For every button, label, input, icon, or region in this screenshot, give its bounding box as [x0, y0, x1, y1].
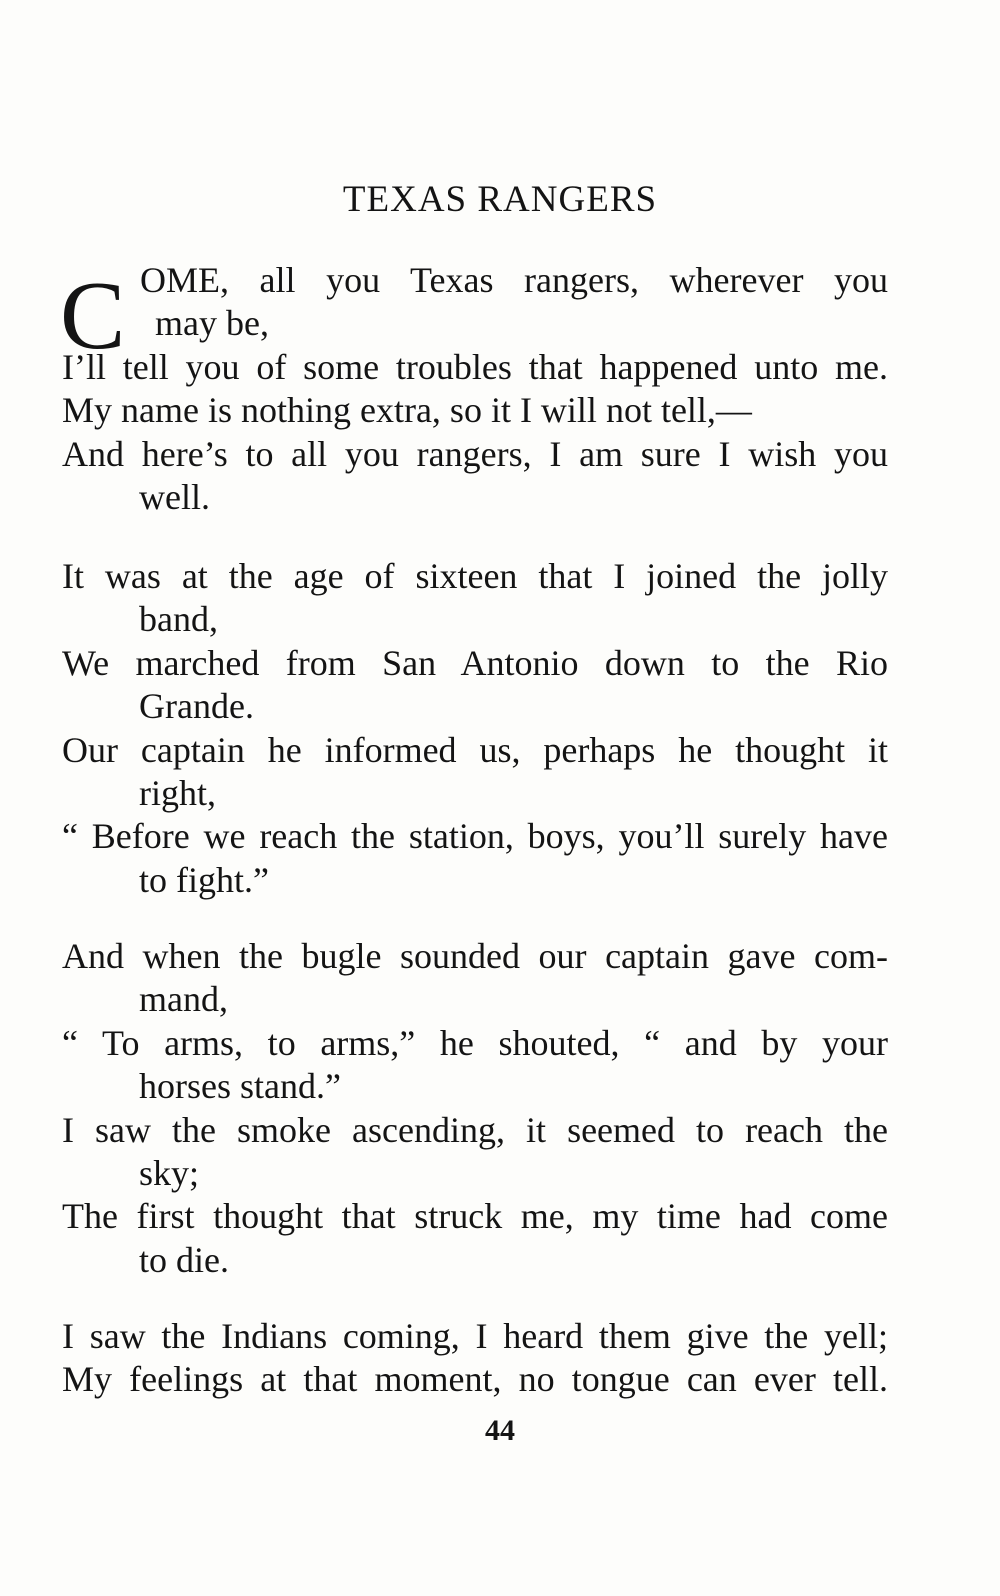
poem-line: It was at the age of sixteen that I joined the jolly: [62, 556, 888, 596]
poem-line: OME, all you Texas rangers, wherever you: [140, 260, 888, 300]
stanza-3: [62, 935, 888, 1282]
poem-line-continuation: to die.: [139, 1239, 229, 1280]
poem-line-continuation: sky;: [139, 1152, 200, 1193]
poem-line-continuation: Grande.: [139, 686, 254, 727]
poem-line: I’ll tell you of some troubles that happened unto me.: [62, 346, 888, 387]
poem-line: And when the bugle sounded our captain gave com-: [62, 936, 888, 976]
poem-line: I saw the smoke ascending, it seemed to reach the: [62, 1109, 888, 1150]
poem-title: TEXAS RANGERS: [342, 179, 658, 220]
poem-line: “ Before we reach the station, boys, you’ll surely have: [62, 816, 888, 857]
stanza-4: [62, 1315, 888, 1402]
poem-line-continuation: mand,: [139, 979, 228, 1020]
poem-line: And here’s to all you rangers, I am sure I wish you: [62, 433, 888, 474]
poem-line: My feelings at that moment, no tongue can ever tell.: [62, 1359, 888, 1400]
poem-line-continuation: well.: [139, 476, 210, 517]
poem-line-continuation: horses stand.”: [139, 1066, 341, 1107]
drop-cap: C: [60, 262, 126, 370]
poem-line: My name is nothing extra, so it I will not tell,—: [62, 390, 752, 431]
poem-line-continuation: right,: [139, 772, 216, 813]
poem-line-continuation: may be,: [155, 303, 269, 344]
stanza-1: [62, 259, 888, 519]
stanza-2: [62, 555, 888, 902]
poem-line: Our captain he informed us, perhaps he thought it: [62, 729, 888, 770]
page-number: 44: [485, 1414, 515, 1447]
poem-line: “ To arms, to arms,” he shouted, “ and by your: [62, 1022, 888, 1063]
poem-line: We marched from San Antonio down to the Rio: [62, 642, 888, 683]
poem-line: I saw the Indians coming, I heard them give the yell;: [62, 1316, 888, 1356]
poem-line-continuation: band,: [139, 599, 218, 640]
poem-line: The first thought that struck me, my time had come: [62, 1196, 888, 1237]
poem-line-continuation: to fight.”: [139, 859, 269, 900]
